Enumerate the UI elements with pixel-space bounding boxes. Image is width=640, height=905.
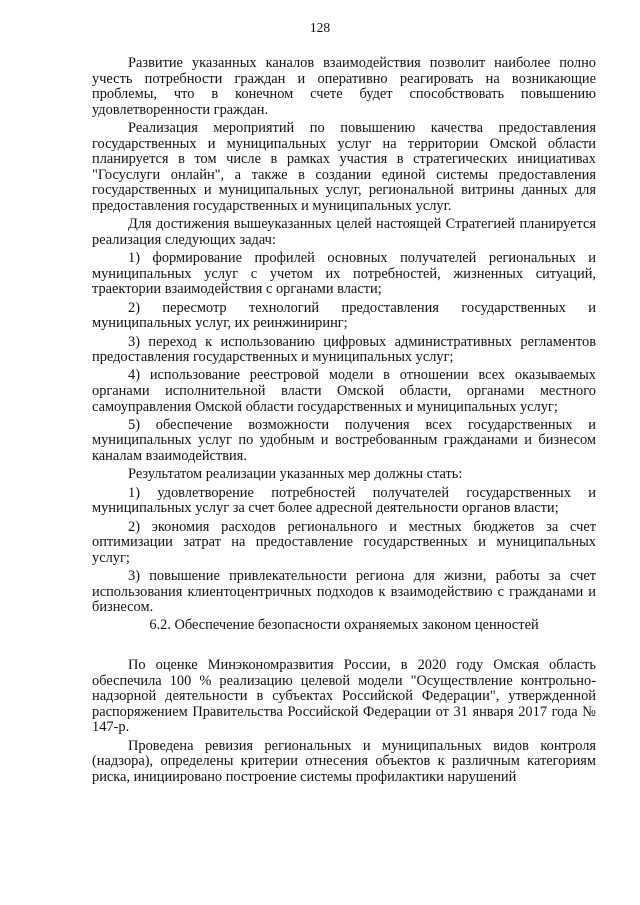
list-item: 3) повышение привлекательности региона для жизни, работы за счет использования клиентоцентричных подходов к взаимодействию с гражданами и бизнесом. — [92, 567, 596, 616]
list-item: 4) использование реестровой модели в отношении всех оказываемых органами исполнительной власти Омской области, органами местного самоуправления Омской области государственных и муниципальных услуг; — [92, 367, 596, 415]
list-item: 1) удовлетворение потребностей получателей государственных и муниципальных услуг за счет более адресной деятельности органов власти; — [92, 484, 596, 517]
list-item: 1) формирование профилей основных получателей региональных и муниципальных услуг с учетом их потребностей, жизненных ситуаций, траектории взаимодействия с органами власти; — [92, 250, 596, 298]
paragraph: Для достижения вышеуказанных целей настоящей Стратегией планируется реализация следующих задач: — [92, 216, 596, 248]
page-number: 128 — [309, 20, 331, 35]
paragraph: Развитие указанных каналов взаимодействия позволит наиболее полно учесть потребности граждан и оперативно реагировать на возникающие проблемы, что в конечном счете будет способствовать повышению удовлетворенности граждан. — [92, 55, 596, 118]
section-heading: 6.2. Обеспечение безопасности охраняемых законом ценностей — [149, 617, 539, 634]
paragraph: По оценке Минэкономразвития России, в 2020 году Омская область обеспечила 100 % реализацию целевой модели "Осуществление контрольно-надзорной деятельности в субъектах Российской Федерации", утвержденной распоряжением Правительства Российской Федерации от 31 января 2017 года № 147-р. — [92, 657, 596, 736]
list-item: 3) переход к использованию цифровых административных регламентов предоставления государственных и муниципальных услуг; — [92, 333, 596, 366]
paragraph: Реализация мероприятий по повышению качества предоставления государственных и муниципальных услуг на территории Омской области планируется в том числе в рамках участия в стратегических инициативах "Госуслуги онлайн", а также в создании единой системы предоставления государственных и муниципальных услуг, региональной витрины данных для предоставления государственных и муниципальных услуг. — [92, 120, 596, 215]
paragraph: Результатом реализации указанных мер должны стать: — [128, 466, 463, 483]
list-item: 2) пересмотр технологий предоставления государственных и муниципальных услуг, их реинжиниринг; — [92, 299, 596, 332]
list-item: 5) обеспечение возможности получения всех государственных и муниципальных услуг по удобным и востребованным гражданами и бизнесом каналам взаимодействия. — [92, 416, 596, 465]
document-body — [92, 56, 596, 785]
list-item: 2) экономия расходов регионального и местных бюджетов за счет оптимизации затрат на предоставление государственных и муниципальных услуг; — [92, 518, 596, 566]
paragraph: Проведена ревизия региональных и муниципальных видов контроля (надзора), определены критерии отнесения объектов к различным категориям риска, инициировано построение системы профилактики нарушений — [92, 737, 596, 785]
